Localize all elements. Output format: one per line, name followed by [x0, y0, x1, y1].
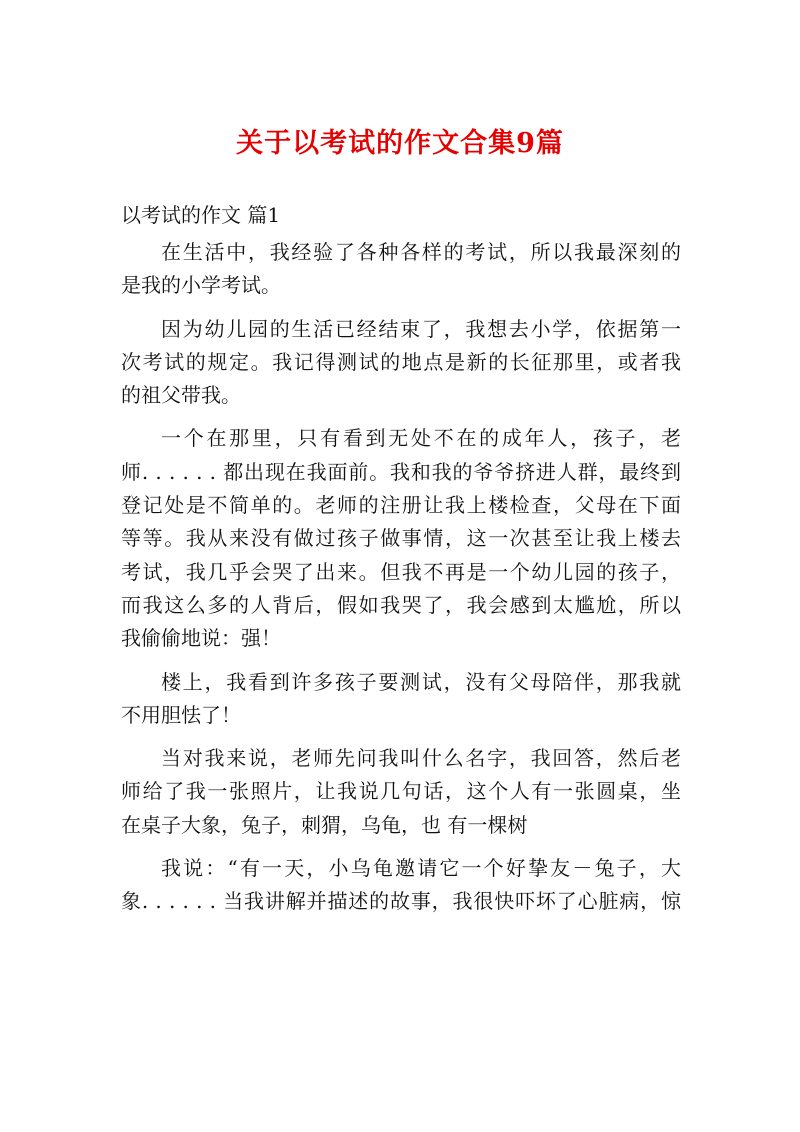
- text-line: 次考试的规定。我记得测试的地点是新的长征那里，或者我: [121, 349, 681, 374]
- document-title: 关于以考试的作文合集9篇: [236, 128, 564, 159]
- text-line: 考试，我几乎会哭了出来。但我不再是一个幼儿园的孩子，: [121, 559, 681, 584]
- text-line: 楼上，我看到许多孩子要测试，没有父母陪伴，那我就: [161, 669, 681, 694]
- text-line: 象. . . . . . 当我讲解并描述的故事，我很快吓坏了心脏病，惊: [121, 889, 681, 914]
- text-line: 师给了我一张照片，让我说几句话，这个人有一张圆桌，坐: [121, 779, 681, 804]
- section-heading: 以考试的作文 篇1: [121, 203, 281, 227]
- text-line: 登记处是不简单的。老师的注册让我上楼检查，父母在下面: [121, 493, 681, 518]
- text-line: 在生活中，我经验了各种各样的考试，所以我最深刻的: [161, 240, 681, 264]
- text-line: 因为幼儿园的生活已经结束了，我想去小学，依据第一: [161, 316, 681, 341]
- text-line: 是我的小学考试。: [121, 273, 281, 298]
- text-line: 我偷偷地说：强！: [121, 626, 281, 651]
- text-line: 而我这么多的人背后，假如我哭了，我会感到太尴尬，所以: [121, 592, 681, 617]
- document-body: [121, 236, 681, 919]
- text-line: 我说：“有一天，小乌龟邀请它一个好挚友－兔子，大: [161, 856, 681, 881]
- text-line: 在桌子大象，兔子，刺猬，乌龟，也 有一棵树: [121, 812, 528, 837]
- text-line: 一个在那里，只有看到无处不在的成年人，孩子，老: [161, 426, 681, 451]
- text-line: 的祖父带我。: [121, 383, 241, 408]
- text-line: 师. . . . . . 都出现在我面前。我和我的爷爷挤进人群，最终到: [121, 459, 681, 484]
- text-line: 不用胆怯了！: [121, 702, 241, 727]
- text-line: 等等。我从来没有做过孩子做事情，这一次甚至让我上楼去: [121, 526, 681, 551]
- text-line: 当对我来说，老师先问我叫什么名字，我回答，然后老: [161, 746, 681, 771]
